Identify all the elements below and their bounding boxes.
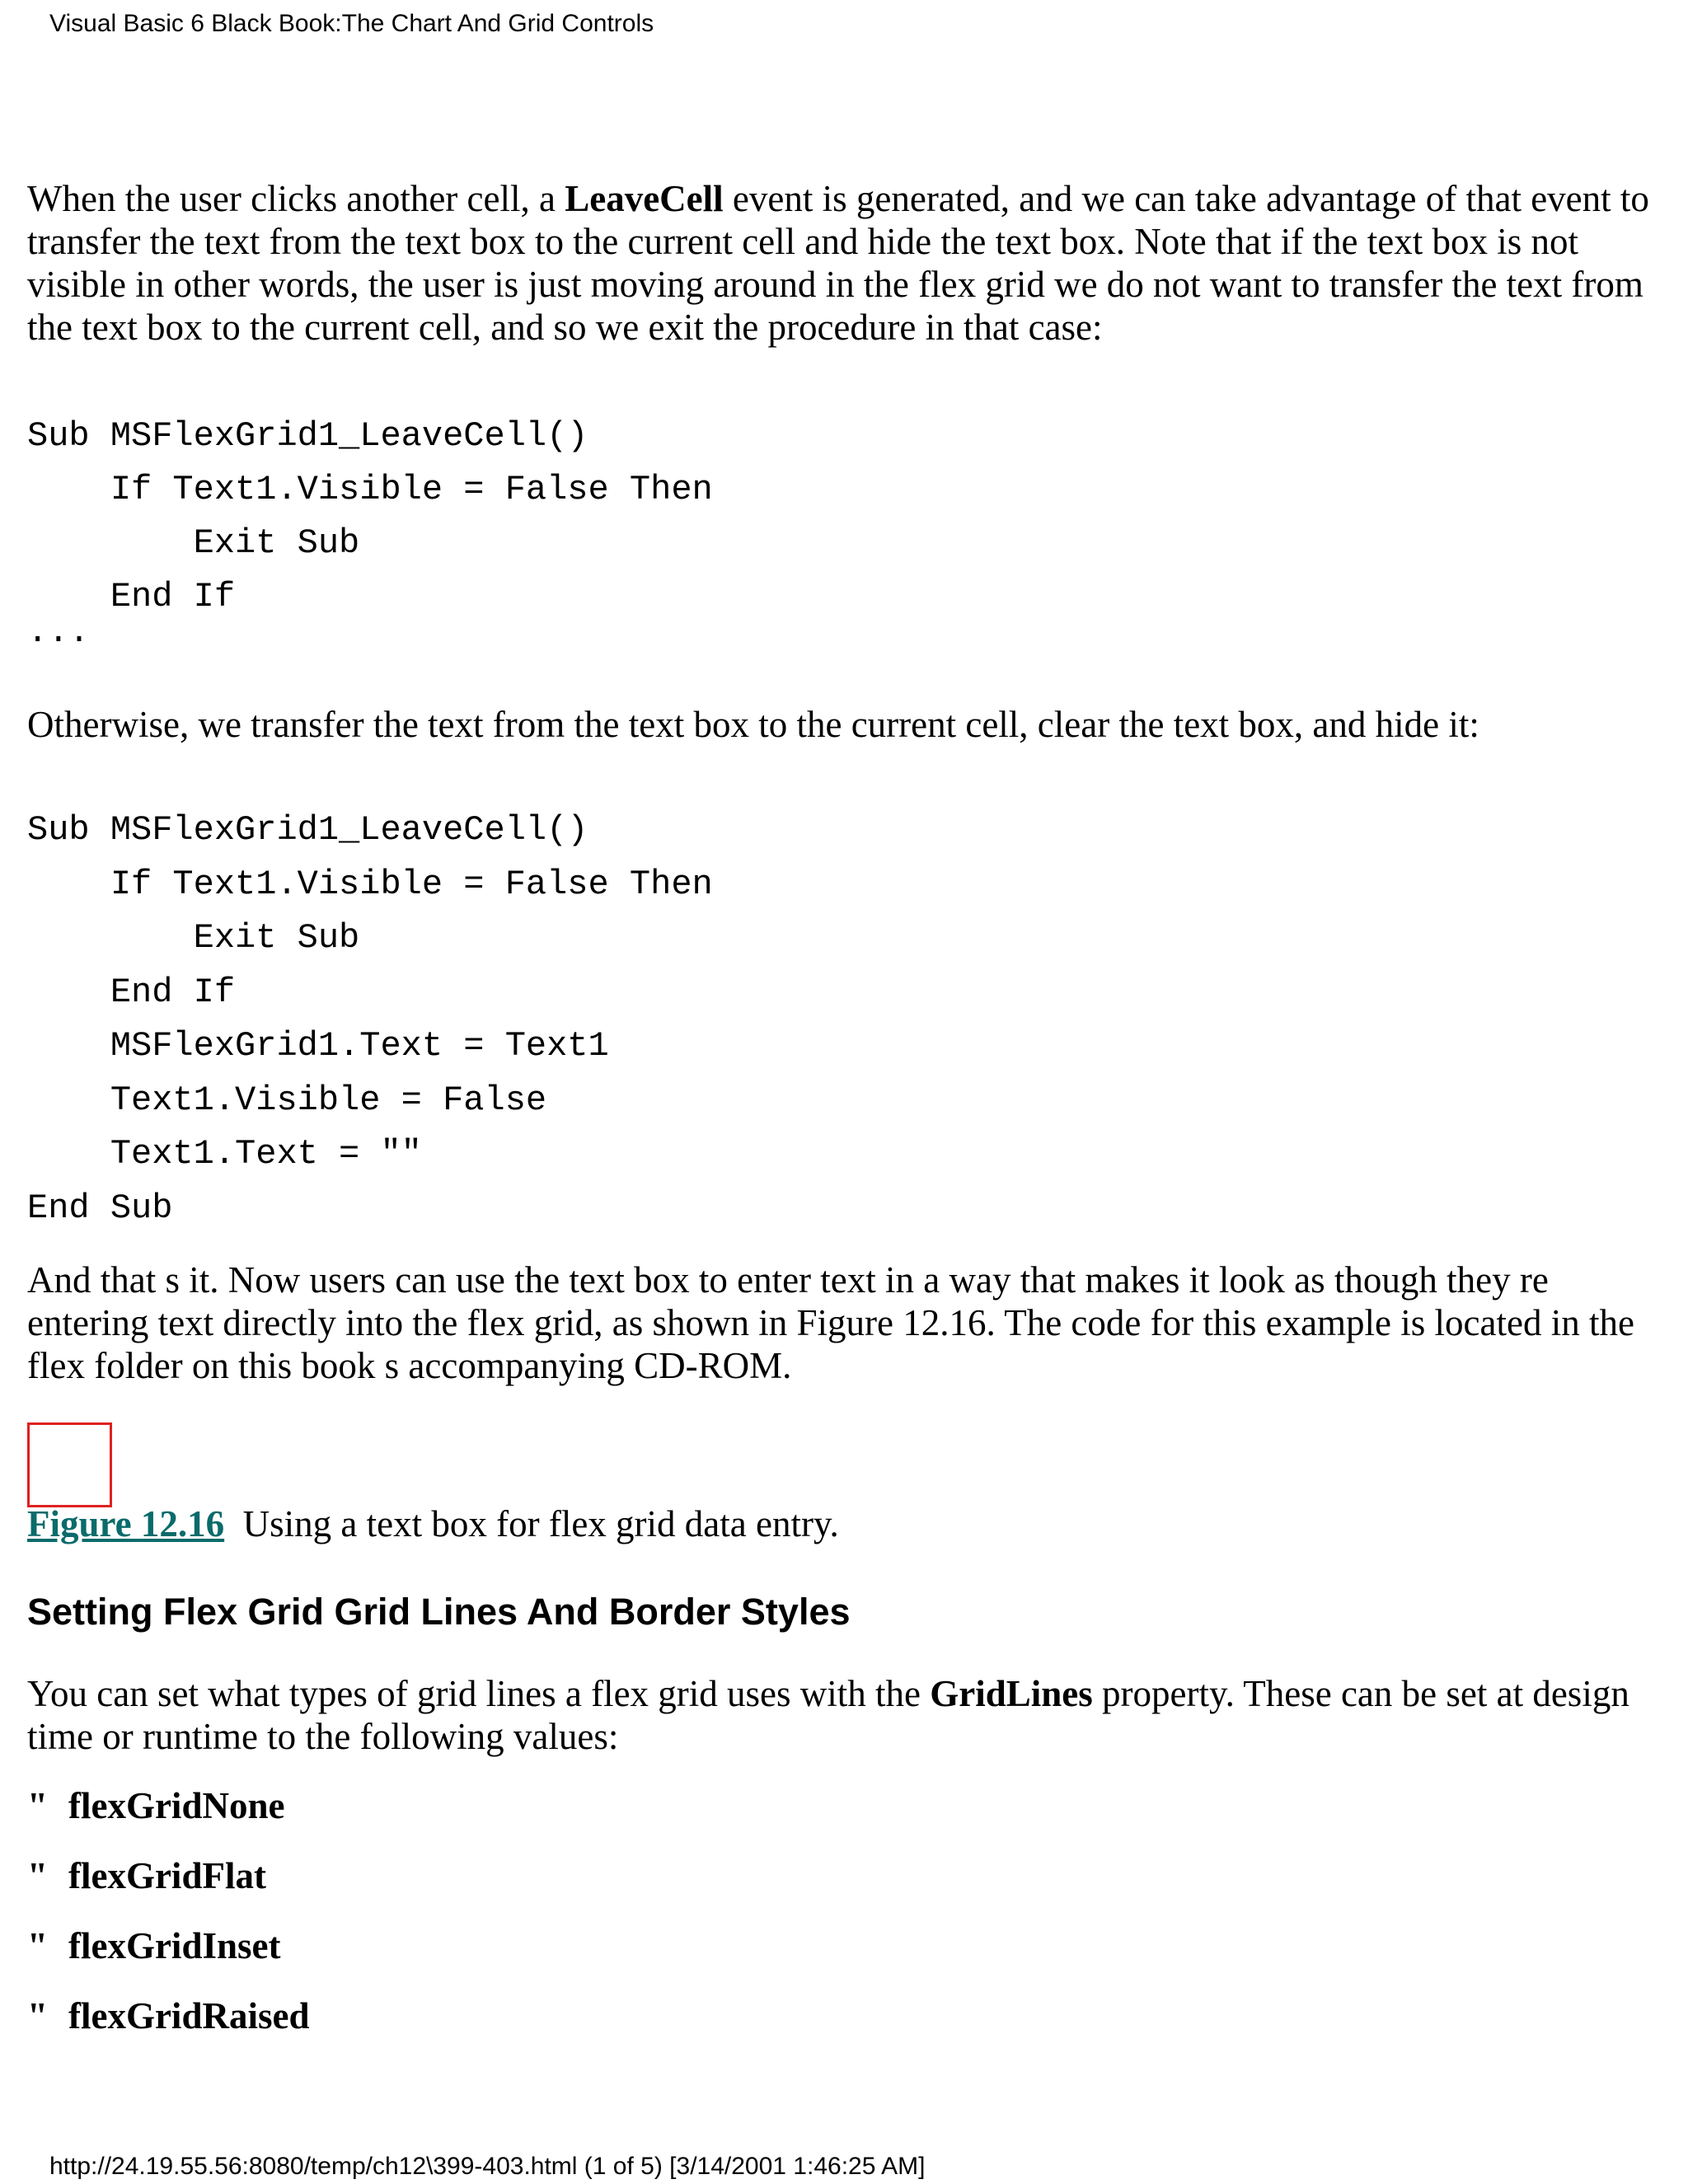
paragraph-otherwise: Otherwise, we transfer the text from the text box to the current cell, clear the text box, and hide it: [27, 704, 1479, 745]
paragraph-text: event is generated, and we can take advantage of that event to transfer the text from the text box to the current cell and hide the text box. Note that if the text box is not visible in other words, the user is just moving around in the flex grid we do not want to transfer the text from the text box to the current cell, and so we exit the procedure in that case: [27, 178, 1649, 348]
code-line: Exit Sub [27, 523, 360, 563]
figure-image-placeholder[interactable] [27, 1422, 112, 1507]
bullet-mark: " [27, 1925, 48, 1966]
list-item [27, 1924, 280, 1967]
code-line: Sub MSFlexGrid1_LeaveCell() [27, 416, 588, 456]
page-header: Visual Basic 6 Black Book:The Chart And Grid Controls [49, 10, 654, 37]
list-item-label: flexGridNone [68, 1785, 285, 1826]
code-line: End Sub [27, 1188, 173, 1228]
code-line: Text1.Visible = False [27, 1080, 547, 1120]
code-line: If Text1.Visible = False Then [27, 864, 713, 904]
code-line: End If [27, 577, 236, 616]
code-line: Text1.Text = "" [27, 1134, 422, 1174]
code-line: If Text1.Visible = False Then [27, 470, 713, 509]
list-item [27, 1854, 266, 1897]
code-line: MSFlexGrid1.Text = Text1 [27, 1026, 609, 1066]
code-line: End If [27, 972, 236, 1012]
page-footer: http://24.19.55.56:8080/temp/ch12\399-403.html (1 of 5) [3/14/2001 1:46:25 AM] [49, 2153, 926, 2180]
bullet-mark: " [27, 1785, 48, 1826]
list-item [27, 1784, 284, 1827]
code-line: Exit Sub [27, 918, 360, 958]
figure-caption [27, 1502, 1667, 1545]
paragraph-text: property. These can be set at design time or runtime to the following values: [27, 1673, 1629, 1757]
list-item-label: flexGridInset [68, 1925, 281, 1966]
code-block-2 [27, 810, 713, 1242]
figure-caption-text: Using a text box for flex grid data entry. [242, 1503, 839, 1544]
paragraph-gridlines [27, 1672, 1667, 1758]
keyword-leavecell: LeaveCell [565, 178, 724, 219]
bullet-mark: " [27, 1855, 48, 1896]
keyword-gridlines: GridLines [930, 1673, 1093, 1714]
paragraph-text: You can set what types of grid lines a flex grid uses with the [27, 1673, 931, 1714]
code-line: Sub MSFlexGrid1_LeaveCell() [27, 810, 588, 850]
code-line: ... [27, 612, 90, 652]
section-heading: Setting Flex Grid Grid Lines And Border Styles [27, 1591, 851, 1633]
paragraph-text: When the user clicks another cell, a [27, 178, 565, 219]
list-item-label: flexGridFlat [68, 1855, 266, 1896]
figure-link[interactable]: Figure 12.16 [27, 1503, 225, 1544]
paragraph-leavecell [27, 177, 1667, 349]
code-block-1 [27, 416, 713, 652]
list-item [27, 1994, 309, 2037]
paragraph-conclusion: And that s it. Now users can use the text box to enter text in a way that makes it look as though they re entering text directly into the flex grid, as shown in Figure 12.16. The code for this example is located in the flex folder on this book s accompanying CD-ROM. [27, 1259, 1634, 1386]
list-item-label: flexGridRaised [68, 1995, 310, 2036]
bullet-mark: " [27, 1995, 48, 2036]
